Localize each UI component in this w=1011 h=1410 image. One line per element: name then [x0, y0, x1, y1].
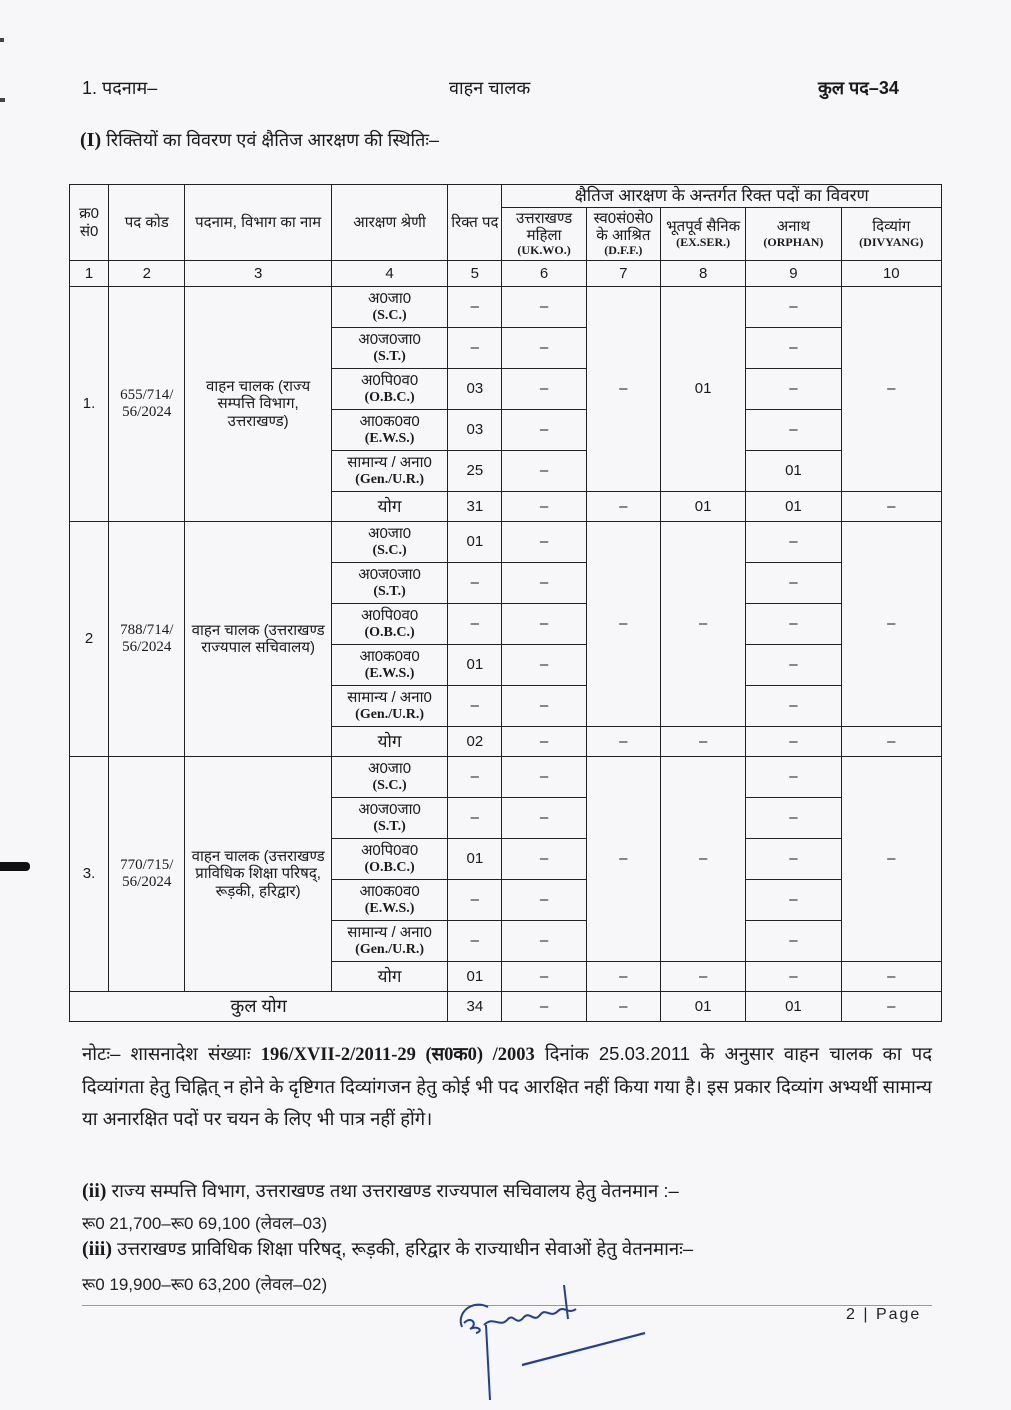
margin-mark	[0, 38, 4, 42]
grand-total-vacant: 34	[448, 992, 502, 1022]
exser-count: –	[660, 757, 745, 962]
category-hi: अ0जा0	[367, 290, 412, 308]
subtotal-divyang: –	[841, 727, 941, 757]
category-en: (Gen./U.R.)	[355, 941, 424, 957]
vacant-count: –	[448, 757, 502, 798]
ukwo-count: –	[502, 522, 586, 563]
reservation-category	[331, 410, 447, 451]
note-prefix: नोटः– शासनादेश संख्याः	[82, 1043, 251, 1064]
header-vacant: रिक्त पद	[448, 185, 502, 261]
subtotal-vacant: 01	[448, 962, 502, 992]
orphan-count: –	[746, 798, 841, 839]
dff-count: –	[586, 287, 660, 492]
post-code: 770/715/ 56/2024	[109, 757, 185, 992]
orphan-count: –	[746, 522, 841, 563]
col-number: 5	[448, 261, 502, 287]
orphan-count: –	[746, 645, 841, 686]
reservation-category	[331, 522, 447, 563]
vacant-count: –	[448, 798, 502, 839]
category-hi: अ0पि0व0	[360, 372, 419, 390]
table-row	[70, 287, 942, 328]
subtotal-orphan: 01	[746, 492, 841, 522]
category-hi: अ0पि0व0	[360, 842, 419, 860]
reservation-category	[331, 451, 447, 492]
post-name: वाहन चालक	[449, 78, 531, 98]
category-en: (E.W.S.)	[364, 900, 415, 916]
vacant-count: 01	[448, 645, 502, 686]
grand-total-ukwo: –	[502, 992, 586, 1022]
orphan-count: –	[746, 563, 841, 604]
category-hi: आ0क0व0	[359, 648, 420, 666]
reservation-category	[331, 287, 447, 328]
category-hi: अ0जा0	[367, 760, 412, 778]
orphan-count: –	[746, 921, 841, 962]
subtotal-divyang: –	[841, 962, 941, 992]
category-en: (O.B.C.)	[364, 389, 415, 405]
serial-number: 3.	[70, 757, 109, 992]
pay-item	[82, 1236, 693, 1261]
ukwo-count: –	[502, 451, 586, 492]
header-dff	[586, 208, 660, 261]
grand-total-label: कुल योग	[70, 992, 448, 1022]
exser-count: –	[660, 522, 745, 727]
ukwo-count: –	[502, 798, 586, 839]
signature-icon	[450, 1285, 670, 1410]
page-number: 2 | Page	[846, 1306, 922, 1323]
header-divyang-hi: दिव्यांग	[872, 218, 911, 236]
reservation-category	[331, 328, 447, 369]
vacant-count: –	[448, 604, 502, 645]
col-number: 1	[70, 261, 109, 287]
category-en: (S.C.)	[372, 307, 407, 323]
category-hi: अ0ज0जा0	[358, 566, 421, 584]
reservation-category	[331, 839, 447, 880]
category-en: (Gen./U.R.)	[355, 706, 424, 722]
orphan-count: –	[746, 410, 841, 451]
section-marker: (I)	[80, 129, 102, 151]
category-hi: अ0ज0जा0	[358, 331, 421, 349]
department-name: वाहन चालक (उत्तराखण्ड राज्यपाल सचिवालय)	[185, 522, 332, 757]
header-divyang	[841, 208, 941, 261]
category-en: (O.B.C.)	[364, 859, 415, 875]
category-en: (E.W.S.)	[364, 665, 415, 681]
divyang-count: –	[841, 522, 941, 727]
category-en: (E.W.S.)	[364, 430, 415, 446]
category-hi: सामान्य / अना0	[347, 689, 432, 707]
orphan-count: –	[746, 839, 841, 880]
col-number: 4	[331, 261, 447, 287]
department-name: वाहन चालक (राज्य सम्पत्ति विभाग, उत्तराखण्ड)	[185, 287, 332, 522]
category-hi: अ0ज0जा0	[358, 801, 421, 819]
col-number: 7	[586, 261, 660, 287]
header-sno: क्र0 सं0	[70, 185, 109, 261]
pay-text: उत्तराखण्ड प्राविधिक शिक्षा परिषद्, रूड़की, हरिद्वार के राज्याधीन सेवाओं हेतु वेतनमानः–	[117, 1238, 694, 1259]
ukwo-count: –	[502, 287, 586, 328]
subtotal-ukwo: –	[502, 727, 586, 757]
vacant-count: 03	[448, 369, 502, 410]
reservation-category	[331, 369, 447, 410]
vacancy-table	[69, 184, 942, 1022]
header-category: आरक्षण श्रेणी	[331, 185, 447, 261]
post-label: 1. पदनाम–	[82, 78, 158, 98]
grand-total-dff: –	[586, 992, 660, 1022]
subtotal-ukwo: –	[502, 492, 586, 522]
serial-number: 1.	[70, 287, 109, 522]
subtotal-dff: –	[586, 727, 660, 757]
orphan-count: –	[746, 757, 841, 798]
col-number: 10	[841, 261, 941, 287]
subtotal-dff: –	[586, 492, 660, 522]
header-horizontal-reservation: क्षैतिज आरक्षण के अन्तर्गत रिक्त पदों का विवरण	[502, 185, 942, 208]
subtotal-exser: 01	[660, 492, 745, 522]
orphan-count: –	[746, 287, 841, 328]
orphan-count: –	[746, 880, 841, 921]
department-name: वाहन चालक (उत्तराखण्ड प्राविधिक शिक्षा परिषद्, रूड़की, हरिद्वार)	[185, 757, 332, 992]
vacant-count: 01	[448, 839, 502, 880]
post-code: 655/714/ 56/2024	[109, 287, 185, 522]
vacant-count: –	[448, 287, 502, 328]
dff-count: –	[586, 522, 660, 727]
ukwo-count: –	[502, 757, 586, 798]
reservation-category	[331, 563, 447, 604]
category-hi: अ0पि0व0	[360, 607, 419, 625]
section-title	[80, 128, 439, 152]
category-en: (S.T.)	[373, 583, 406, 599]
category-en: (Gen./U.R.)	[355, 471, 424, 487]
serial-number: 2	[70, 522, 109, 757]
header-ukwo-hi: उत्तराखण्ड महिला	[516, 209, 573, 245]
post-code: 788/714/ 56/2024	[109, 522, 185, 757]
subtotal-dff: –	[586, 962, 660, 992]
orphan-count: 01	[746, 451, 841, 492]
col-number: 9	[746, 261, 841, 287]
category-en: (S.C.)	[372, 542, 407, 558]
reservation-category	[331, 645, 447, 686]
vacant-count: –	[448, 880, 502, 921]
header-dff-en: (D.F.F.)	[604, 243, 643, 258]
section-title-text: रिक्तियों का विवरण एवं क्षैतिज आरक्षण की स्थितिः–	[106, 130, 440, 150]
note-text: दिनांक 25.03.2011 के अनुसार वाहन चालक का पद दिव्यांगता हेतु चिह्नित् न होने के दृष्टिगत दिव्यांगजन हेतु कोई भी पद आरक्षित नहीं किया गया है। इस प्रकार दिव्यांग अभ्यर्थी सामान्य या अनारक्षित पदों पर चयन के लिए भी पात्र नहीं होंगे।	[82, 1043, 933, 1129]
vacant-count: 03	[448, 410, 502, 451]
category-en: (S.T.)	[373, 818, 406, 834]
vacant-count: –	[448, 921, 502, 962]
pay-marker: (iii)	[82, 1238, 112, 1260]
exser-count: 01	[660, 287, 745, 492]
subtotal-vacant: 31	[448, 492, 502, 522]
pay-text: राज्य सम्पत्ति विभाग, उत्तराखण्ड तथा उत्तराखण्ड राज्यपाल सचिवालय हेतु वेतनमान :–	[111, 1180, 679, 1201]
reservation-category	[331, 604, 447, 645]
subtotal-vacant: 02	[448, 727, 502, 757]
ukwo-count: –	[502, 686, 586, 727]
dff-count: –	[586, 757, 660, 962]
category-hi: आ0क0व0	[359, 413, 420, 431]
note-order-number: 196/XVII-2/2011-29 (स0क0) /2003	[260, 1045, 535, 1065]
ukwo-count: –	[502, 604, 586, 645]
orphan-count: –	[746, 604, 841, 645]
margin-mark	[0, 862, 30, 871]
vacant-count: –	[448, 563, 502, 604]
header-ukwo-en: (UK.WO.)	[517, 243, 571, 258]
subtotal-label: योग	[331, 727, 447, 757]
vacant-count: –	[448, 686, 502, 727]
ukwo-count: –	[502, 880, 586, 921]
col-number: 3	[185, 261, 332, 287]
subtotal-exser: –	[660, 962, 745, 992]
category-en: (S.T.)	[373, 348, 406, 364]
table-row	[70, 757, 942, 798]
header-dept: पदनाम, विभाग का नाम	[185, 185, 332, 261]
subtotal-orphan: –	[746, 727, 841, 757]
vacant-count: 25	[448, 451, 502, 492]
pay-marker: (ii)	[82, 1180, 107, 1202]
category-en: (O.B.C.)	[364, 624, 415, 640]
vacant-count: –	[448, 328, 502, 369]
pay-scale: रू0 21,700–रू0 69,100 (लेवल–03)	[82, 1214, 328, 1233]
orphan-count: –	[746, 686, 841, 727]
header-divyang-en: (DIVYANG)	[859, 234, 924, 249]
subtotal-divyang: –	[841, 492, 941, 522]
category-hi: सामान्य / अना0	[347, 454, 432, 472]
category-hi: अ0जा0	[367, 525, 412, 543]
col-number: 8	[660, 261, 745, 287]
category-hi: आ0क0व0	[359, 883, 420, 901]
grand-total-divyang: –	[841, 992, 941, 1022]
subtotal-orphan: –	[746, 962, 841, 992]
divyang-count: –	[841, 287, 941, 492]
total-posts: कुल पद–34	[818, 78, 899, 98]
reservation-category	[331, 921, 447, 962]
margin-mark	[0, 98, 5, 102]
subtotal-exser: –	[660, 727, 745, 757]
ukwo-count: –	[502, 839, 586, 880]
orphan-count: –	[746, 369, 841, 410]
category-hi: सामान्य / अना0	[347, 924, 432, 942]
grand-total-exser: 01	[660, 992, 745, 1022]
header-orphan-en: (ORPHAN)	[763, 234, 824, 249]
subtotal-label: योग	[331, 962, 447, 992]
ukwo-count: –	[502, 563, 586, 604]
divyang-count: –	[841, 757, 941, 962]
ukwo-count: –	[502, 328, 586, 369]
header-orphan	[746, 208, 841, 261]
col-number: 6	[502, 261, 586, 287]
table-row	[70, 522, 942, 563]
pay-item	[82, 1178, 679, 1203]
header-exser-en: (EX.SER.)	[676, 234, 731, 249]
pay-scale: रू0 19,900–रू0 63,200 (लेवल–02)	[82, 1275, 328, 1294]
vacant-count: 01	[448, 522, 502, 563]
reservation-category	[331, 757, 447, 798]
reservation-category	[331, 686, 447, 727]
grand-total-row	[70, 992, 942, 1022]
header-dff-hi: स्व0सं0से0 के आश्रित	[593, 209, 654, 245]
note-paragraph	[82, 1038, 932, 1135]
col-number: 2	[109, 261, 185, 287]
grand-total-orphan: 01	[746, 992, 841, 1022]
orphan-count: –	[746, 328, 841, 369]
header-ukwo	[502, 208, 586, 261]
ukwo-count: –	[502, 921, 586, 962]
header-orphan-hi: अनाथ	[776, 218, 811, 236]
subtotal-label: योग	[331, 492, 447, 522]
reservation-category	[331, 880, 447, 921]
ukwo-count: –	[502, 645, 586, 686]
ukwo-count: –	[502, 410, 586, 451]
header-code: पद कोड	[109, 185, 185, 261]
subtotal-ukwo: –	[502, 962, 586, 992]
header-exser	[660, 208, 745, 261]
ukwo-count: –	[502, 369, 586, 410]
header-exser-hi: भूतपूर्व सैनिक	[666, 218, 741, 236]
category-en: (S.C.)	[372, 777, 407, 793]
reservation-category	[331, 798, 447, 839]
